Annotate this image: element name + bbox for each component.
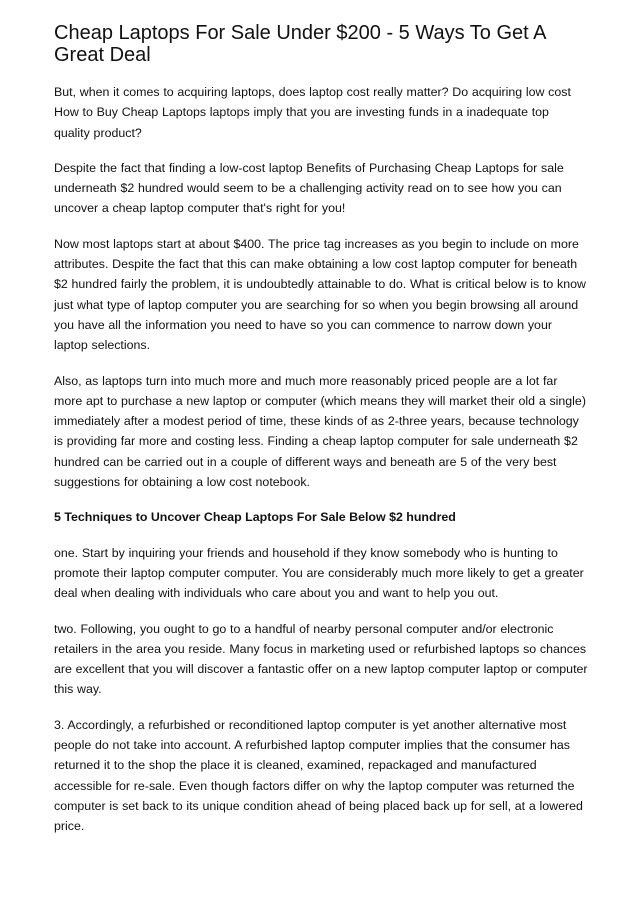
document-page <box>54 22 588 852</box>
paragraph-tip-3: 3. Accordingly, a refurbished or reconditioned laptop computer is yet another alternative most people do not take into account. A refurbished laptop computer implies that the consumer has returned it to the shop the place it is cleaned, examined, repackaged and manufactured accessible for re-sale. Even though factors differ on why the laptop computer was returned the computer is set back to its unique condition ahead of being placed back up for sell, at a lowered price. <box>54 717 583 834</box>
paragraph-intro-2: Despite the fact that finding a low-cost laptop Benefits of Purchasing Cheap Laptops for sale underneath $2 hundred would seem to be a challenging activity read on to see how you can uncover a cheap laptop computer that's right for you! <box>54 160 564 216</box>
section-heading: 5 Techniques to Uncover Cheap Laptops For Sale Below $2 hundred <box>54 510 456 525</box>
paragraph-intro-1: But, when it comes to acquiring laptops, does laptop cost really matter? Do acquiring low cost How to Buy Cheap Laptops laptops imply that you are investing funds in a inadequate top quality product? <box>54 85 571 140</box>
document-title: Cheap Laptops For Sale Under $200 - 5 Ways To Get A Great Deal <box>54 22 546 66</box>
paragraph-intro-4: Also, as laptops turn into much more and much more reasonably priced people are a lot far more apt to purchase a new laptop or computer (which means they will market their old a single) immediately after a modest period of time, these kinds of as 2-three years, because technology is providing far more and costing less. Finding a cheap laptop computer for sale underneath $2 hundred can be carried out in a couple of different ways and beneath are 5 of the very best suggestions for obtaining a low cost notebook. <box>54 373 586 490</box>
paragraph-tip-2: two. Following, you ought to go to a handful of nearby personal computer and/or electronic retailers in the area you reside. Many focus in marketing used or refurbished laptops so chances are excellent that you will discover a fantastic offer on a new laptop computer laptop or computer this way. <box>54 621 588 697</box>
paragraph-intro-3: Now most laptops start at about $400. The price tag increases as you begin to include on more attributes. Despite the fact that this can make obtaining a low cost laptop computer for beneath $2 hundred fairly the problem, it is undoubtedly attainable to do. What is critical below is to know just what type of laptop computer you are searching for so when you begin browsing all around you have all the information you need to have so you can commence to narrow down your laptop selections. <box>54 236 586 353</box>
paragraph-tip-1: one. Start by inquiring your friends and household if they know somebody who is hunting to promote their laptop computer computer. You are considerably much more likely to get a greater deal when dealing with individuals who care about you and want to help you out. <box>54 545 584 601</box>
